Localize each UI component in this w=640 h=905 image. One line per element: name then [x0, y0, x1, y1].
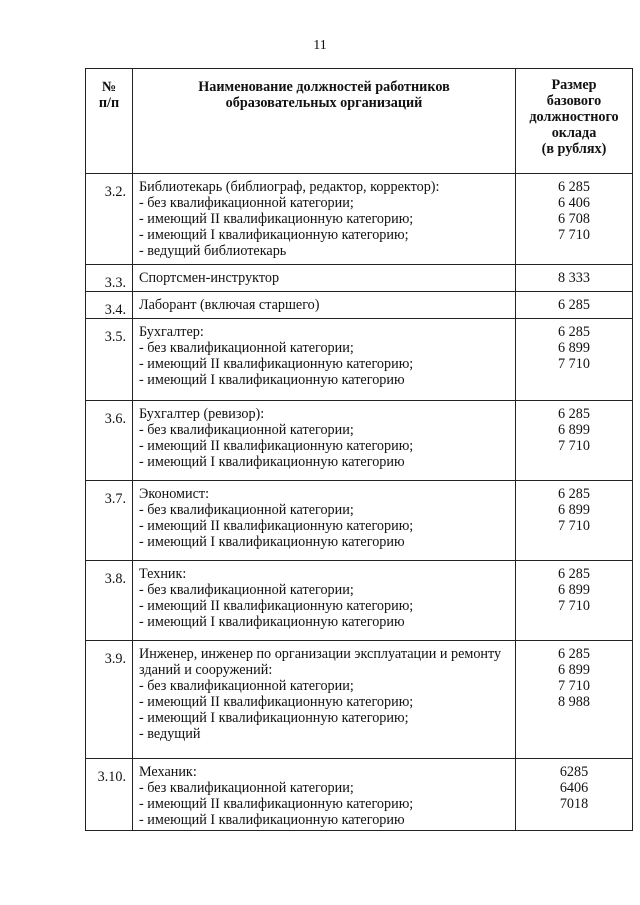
salary-value: 6285: [559, 764, 589, 780]
position-title: Экономист:: [139, 486, 210, 502]
position-name: [133, 174, 516, 265]
header-name-line: Наименование должностей работников: [198, 79, 450, 95]
table-row: [86, 292, 633, 319]
position-name: [133, 641, 516, 759]
salary-value: 6 406: [558, 195, 590, 211]
salary-values: [516, 319, 633, 401]
salary-values: [516, 174, 633, 265]
salary-value: 7 710: [558, 598, 590, 614]
position-category: - без квалификационной категории;: [139, 422, 354, 438]
position-title: зданий и сооружений:: [139, 662, 273, 678]
header-salary-line: Размер: [551, 77, 597, 93]
position-category: - имеющий I квалификационную категорию: [139, 454, 405, 470]
salary-values: [516, 759, 633, 831]
header-number: [86, 69, 133, 174]
salary-value: 6 899: [558, 582, 590, 598]
page-number: 11: [313, 38, 327, 53]
position-title: Механик:: [139, 764, 197, 780]
header-salary-line: должностного: [529, 109, 619, 125]
position-category: - имеющий II квалификационную категорию;: [139, 356, 414, 372]
table-row: [86, 265, 633, 292]
salary-values: [516, 641, 633, 759]
salary-values: [516, 265, 633, 292]
row-number: 3.10.: [86, 759, 133, 831]
header-position-name: [133, 69, 516, 174]
header-number-line: п/п: [98, 95, 120, 111]
salary-values: [516, 481, 633, 561]
salary-value: 6 285: [558, 646, 590, 662]
salary-value: 6 899: [558, 340, 590, 356]
row-number: 3.5.: [86, 319, 133, 401]
salary-value: 6 285: [558, 566, 590, 582]
position-title: Спортсмен-инструктор: [139, 270, 280, 286]
position-category: - без квалификационной категории;: [139, 195, 354, 211]
salary-value: 6 285: [558, 179, 590, 195]
position-category: - имеющий I квалификационную категорию;: [139, 227, 409, 243]
salary-value: 6406: [559, 780, 589, 796]
table-row: [86, 641, 633, 759]
position-category: - без квалификационной категории;: [139, 582, 354, 598]
salary-value: 7 710: [558, 356, 590, 372]
salary-value: 7 710: [558, 678, 590, 694]
salary-value: 8 333: [558, 270, 590, 286]
salary-value: 6 899: [558, 502, 590, 518]
position-category: - имеющий II квалификационную категорию;: [139, 438, 414, 454]
position-category: - имеющий I квалификационную категорию: [139, 534, 405, 550]
position-title: Бухгалтер (ревизор):: [139, 406, 265, 422]
position-name: [133, 265, 516, 292]
salary-values: [516, 401, 633, 481]
position-category: - без квалификационной категории;: [139, 678, 354, 694]
table-body: [86, 174, 633, 831]
position-title: Бухгалтер:: [139, 324, 204, 340]
position-name: [133, 319, 516, 401]
table-row: [86, 401, 633, 481]
salary-value: 6 899: [558, 662, 590, 678]
salary-value: 6 708: [558, 211, 590, 227]
position-category: - имеющий I квалификационную категорию: [139, 812, 405, 828]
salary-value: 6 899: [558, 422, 590, 438]
table-row: [86, 481, 633, 561]
salary-value: 7018: [559, 796, 589, 812]
position-name: [133, 292, 516, 319]
position-title: Инженер, инженер по организации эксплуатации и ремонту: [139, 646, 502, 662]
header-salary-line: оклада: [551, 125, 597, 141]
salary-values: [516, 292, 633, 319]
position-title: Техник:: [139, 566, 187, 582]
position-category: - без квалификационной категории;: [139, 340, 354, 356]
row-number: 3.6.: [86, 401, 133, 481]
header-salary-line: (в рублях): [541, 141, 607, 157]
position-category: - имеющий II квалификационную категорию;: [139, 211, 414, 227]
table-row: [86, 759, 633, 831]
salary-value: 6 285: [558, 406, 590, 422]
salary-values: [516, 561, 633, 641]
table-row: [86, 561, 633, 641]
position-name: [133, 401, 516, 481]
table-row: [86, 319, 633, 401]
salary-table: [85, 68, 633, 831]
row-number: 3.8.: [86, 561, 133, 641]
header-number-line: №: [101, 79, 117, 95]
position-category: - имеющий II квалификационную категорию;: [139, 796, 414, 812]
header-name-line: образовательных организаций: [225, 95, 423, 111]
position-name: [133, 759, 516, 831]
position-title: Лаборант (включая старшего): [139, 297, 320, 313]
position-category: - имеющий I квалификационную категорию: [139, 372, 405, 388]
salary-value: 8 988: [558, 694, 590, 710]
position-category: - ведущий библиотекарь: [139, 243, 287, 259]
position-category: - имеющий I квалификационную категорию;: [139, 710, 409, 726]
table-header: [86, 69, 633, 174]
row-number: 3.2.: [86, 174, 133, 265]
salary-value: 6 285: [558, 324, 590, 340]
row-number: 3.7.: [86, 481, 133, 561]
position-category: - без квалификационной категории;: [139, 502, 354, 518]
position-category: - ведущий: [139, 726, 201, 742]
position-name: [133, 481, 516, 561]
salary-value: 7 710: [558, 518, 590, 534]
position-category: - имеющий I квалификационную категорию: [139, 614, 405, 630]
header-salary: [516, 69, 633, 174]
salary-value: 7 710: [558, 438, 590, 454]
position-category: - имеющий II квалификационную категорию;: [139, 518, 414, 534]
position-category: - без квалификационной категории;: [139, 780, 354, 796]
position-category: - имеющий II квалификационную категорию;: [139, 598, 414, 614]
salary-value: 7 710: [558, 227, 590, 243]
table-row: [86, 174, 633, 265]
position-name: [133, 561, 516, 641]
row-number: 3.3.: [86, 265, 133, 292]
row-number: 3.4.: [86, 292, 133, 319]
header-row: [86, 69, 633, 174]
position-category: - имеющий II квалификационную категорию;: [139, 694, 414, 710]
row-number: 3.9.: [86, 641, 133, 759]
header-salary-line: базового: [546, 93, 602, 109]
position-title: Библиотекарь (библиограф, редактор, корректор):: [139, 179, 440, 195]
salary-value: 6 285: [558, 486, 590, 502]
salary-value: 6 285: [558, 297, 590, 313]
